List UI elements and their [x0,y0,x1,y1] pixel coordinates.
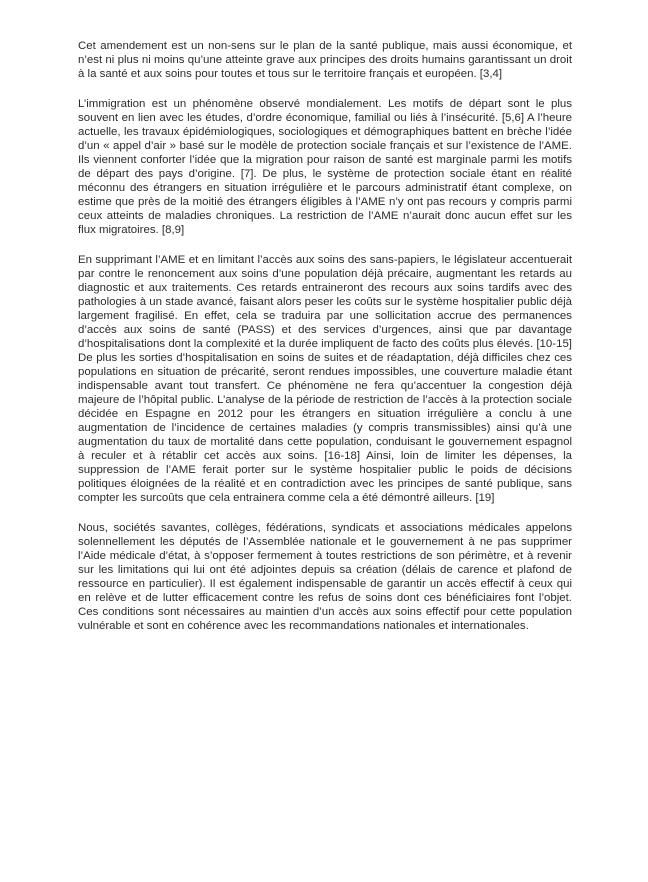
paragraph-immigration: L’immigration est un phénomène observé mondialement. Les motifs de départ sont le plus souvent en lien avec les études, d’ordre économique, familial ou liés à l’insécurité. [5,6] A l’heure actuelle, les travaux épidémiologiques, sociologiques et démographiques battent en brèche l’idée d’un « appel d’air » basé sur le modèle de protection sociale français et sur l’existence de l’AME. Ils viennent conforter l’idée que la migration pour raison de santé est marginale parmi les motifs de départ des pays d’origine. [7]. De plus, le système de protection sociale étant en réalité méconnu des étrangers en situation irrégulière et le parcours administratif étant complexe, on estime que près de la moitié des étrangers éligibles à l’AME n’y ont pas recours y compris parmi ceux atteints de maladies chroniques. La restriction de l’AME n’aurait donc aucun effet sur les flux migratoires. [8,9] [78,98,572,236]
paragraph-public-health: Cet amendement est un non-sens sur le plan de la santé publique, mais aussi économique, et n’est ni plus ni moins qu’une atteinte grave aux principes des droits humains garantissant un droit à la santé et aux soins pour toutes et tous sur le territoire français et européen. [3,4] [78,40,572,80]
document-page [78,39,572,649]
paragraph-call-to-action: Nous, sociétés savantes, collèges, fédérations, syndicats et associations médicales appelons solennellement les députés de l’Assemblée nationale et le gouvernement à ne pas supprimer l’Aide médicale d’état, à s’opposer fermement à toutes restrictions de son périmètre, et à revenir sur les limitations qui lui ont été adjointes depuis sa création (délais de carence et plafond de ressource en particulier). Il est également indispensable de garantir un accès effectif à ceux qui en relève et de lutter efficacement contre les refus de soins dont ces bénéficiaires font l’objet. Ces conditions sont nécessaires au maintien d’un accès aux soins effectif pour cette population vulnérable et sont en cohérence avec les recommandations nationales et internationales. [78,522,572,632]
paragraph-consequences: En supprimant l’AME et en limitant l’accès aux soins des sans-papiers, le législateur accentuerait par contre le renoncement aux soins d’une population déjà précaire, augmentant les retards au diagnostic et aux traitements. Ces retards entraineront des recours aux soins tardifs avec des pathologies à un stade avancé, faisant alors peser les coûts sur le système hospitalier public déjà largement fragilisé. En effet, cela se traduira par une sollicitation accrue des permanences d’accès aux soins de santé (PASS) et des services d’urgences, ainsi que par davantage d’hospitalisations dont la complexité et la durée impliquent de facto des coûts plus élevés. [10-15] De plus les sorties d’hospitalisation en soins de suites et de réadaptation, déjà difficiles chez ces populations en situation de précarité, seront rendues impossibles, une couverture maladie étant indispensable avant tout transfert. Ce phénomène ne fera qu’accentuer la congestion déjà majeure de l’hôpital public. L’analyse de la période de restriction de l’accès à la protection sociale décidée en Espagne en 2012 pour les étrangers en situation irrégulière a conclu à une augmentation de l’incidence de certaines maladies (y compris transmissibles) ainsi qu’à une augmentation du taux de mortalité dans cette population, conduisant le gouvernement espagnol à reculer et à rétablir cet accès aux soins. [16-18] Ainsi, loin de limiter les dépenses, la suppression de l’AME ferait porter sur le système hospitalier public le poids de décisions politiques éloignées de la réalité et en contradiction avec les principes de santé publique, sans compter les surcoûts que cela entrainera comme cela a été démontré ailleurs. [19] [78,254,572,504]
